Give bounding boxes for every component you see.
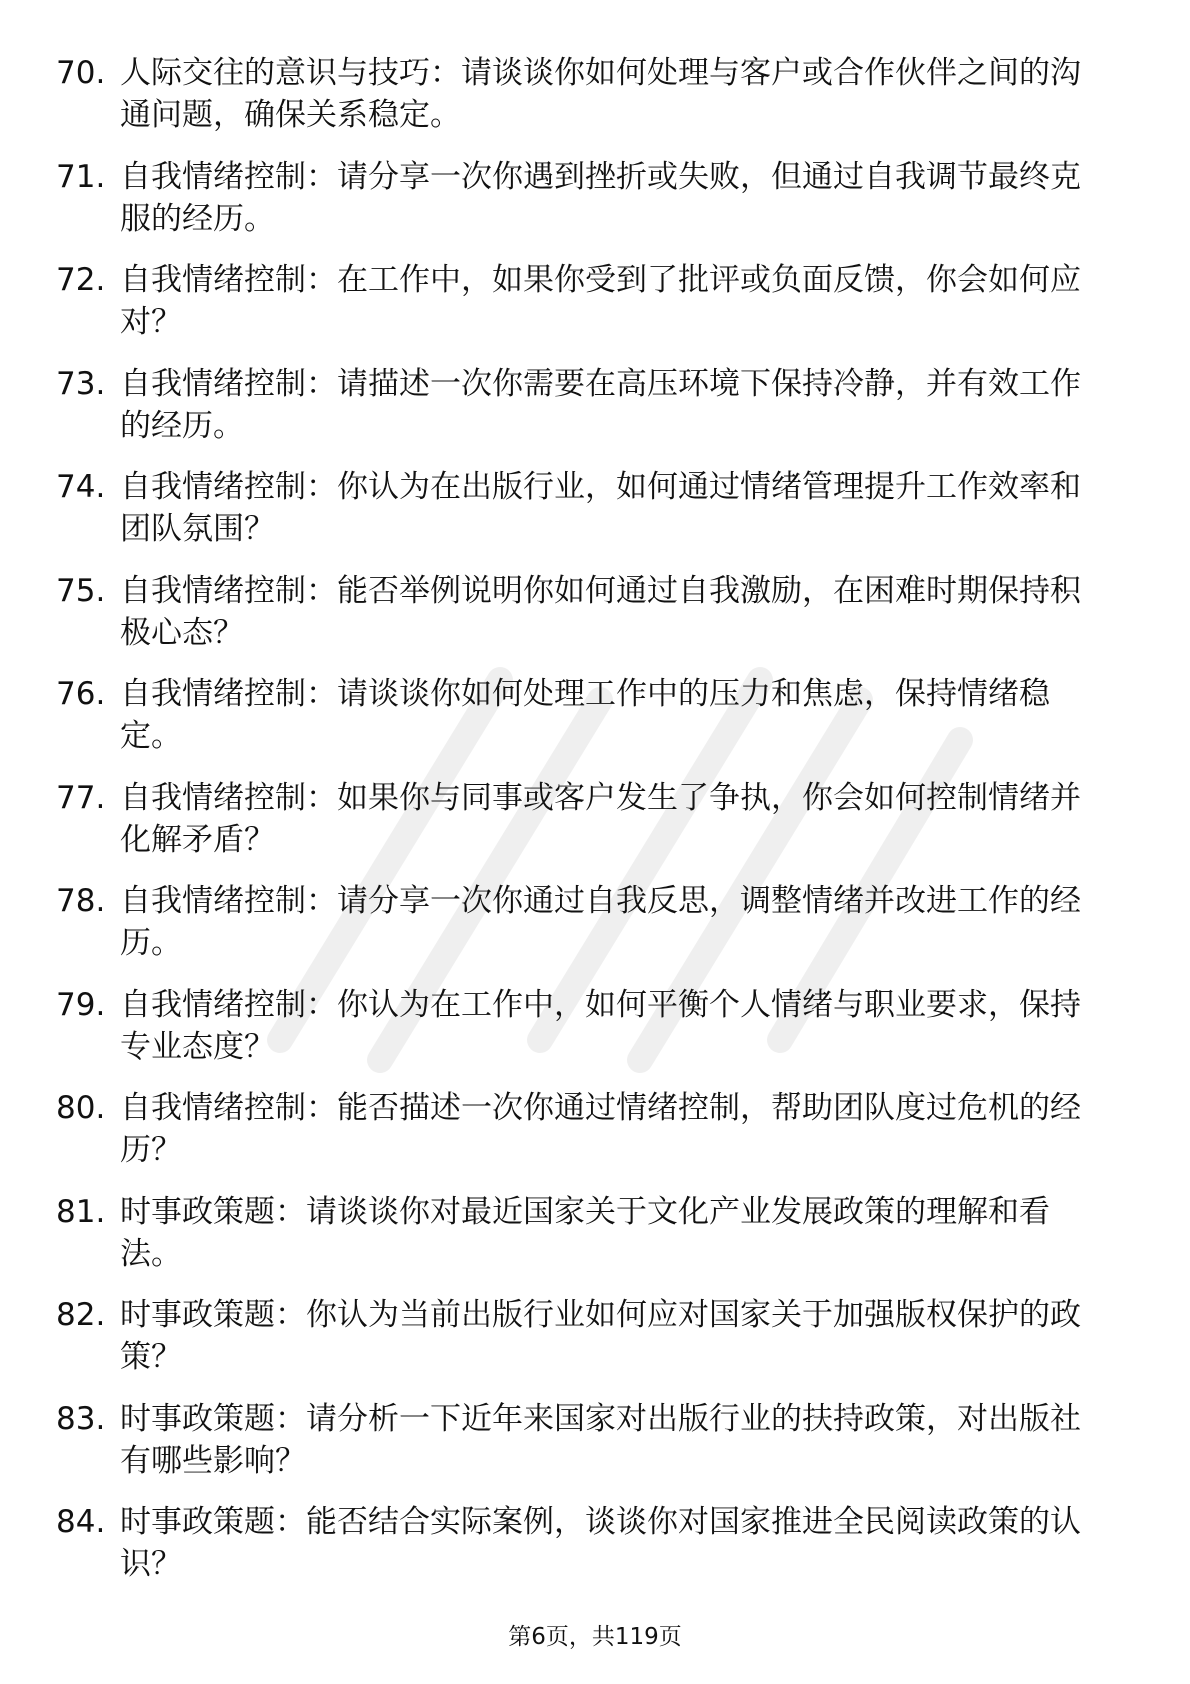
question-text: 时事政策题：能否结合实际案例，谈谈你对国家推进全民阅读政策的认识？ (120, 1504, 1081, 1582)
question-text: 时事政策题：请谈谈你对最近国家关于文化产业发展政策的理解和看法。 (120, 1193, 1050, 1272)
page-indicator: 第6页，共119页 (508, 1624, 682, 1650)
question-number: 77. (56, 779, 106, 816)
question-text: 自我情绪控制：请谈谈你如何处理工作中的压力和焦虑，保持情绪稳定。 (120, 676, 1050, 754)
question-item (56, 570, 1116, 674)
question-number: 82. (56, 1297, 106, 1333)
page-footer (0, 1622, 1190, 1652)
question-text: 自我情绪控制：能否描述一次你通过情绪控制，帮助团队度过危机的经历？ (120, 1090, 1081, 1168)
question-number: 79. (56, 986, 106, 1023)
question-item (56, 1398, 1116, 1502)
question-item (56, 466, 1116, 570)
question-item (56, 880, 1116, 984)
question-item (56, 1087, 1116, 1191)
question-item (56, 259, 1116, 363)
question-item (56, 156, 1116, 260)
question-text: 自我情绪控制：请分享一次你遇到挫折或失败，但通过自我调节最终克服的经历。 (120, 158, 1081, 237)
question-number: 75. (56, 572, 106, 609)
question-number: 72. (56, 262, 106, 298)
question-number: 83. (56, 1400, 106, 1437)
question-text: 自我情绪控制：请描述一次你需要在高压环境下保持冷静，并有效工作的经历。 (120, 365, 1081, 444)
question-number: 74. (56, 469, 106, 505)
question-text: 自我情绪控制：你认为在工作中，如何平衡个人情绪与职业要求，保持专业态度？ (120, 986, 1081, 1065)
question-item (56, 1191, 1116, 1295)
question-list (56, 52, 1116, 1605)
question-number: 73. (56, 365, 106, 402)
question-item (56, 673, 1116, 777)
question-item (56, 52, 1116, 156)
question-text: 时事政策题：你认为当前出版行业如何应对国家关于加强版权保护的政策？ (120, 1297, 1081, 1375)
question-text: 自我情绪控制：在工作中，如果你受到了批评或负面反馈，你会如何应对？ (120, 262, 1081, 340)
question-number: 76. (56, 676, 106, 712)
question-number: 81. (56, 1193, 106, 1230)
question-text: 自我情绪控制：请分享一次你通过自我反思，调整情绪并改进工作的经历。 (120, 883, 1081, 961)
question-number: 84. (56, 1504, 106, 1540)
question-number: 78. (56, 883, 106, 919)
question-text: 自我情绪控制：能否举例说明你如何通过自我激励，在困难时期保持积极心态？ (120, 572, 1081, 651)
question-item (56, 1294, 1116, 1398)
question-text: 自我情绪控制：如果你与同事或客户发生了争执，你会如何控制情绪并化解矛盾？ (120, 779, 1081, 858)
question-text: 时事政策题：请分析一下近年来国家对出版行业的扶持政策，对出版社有哪些影响？ (120, 1400, 1081, 1479)
question-number: 70. (56, 55, 106, 91)
question-item (56, 984, 1116, 1088)
question-text: 自我情绪控制：你认为在出版行业，如何通过情绪管理提升工作效率和团队氛围？ (120, 469, 1081, 547)
question-number: 71. (56, 158, 106, 195)
question-item (56, 777, 1116, 881)
question-item (56, 363, 1116, 467)
question-item (56, 1501, 1116, 1605)
question-text: 人际交往的意识与技巧：请谈谈你如何处理与客户或合作伙伴之间的沟通问题，确保关系稳定。 (120, 55, 1081, 133)
question-number: 80. (56, 1090, 106, 1126)
